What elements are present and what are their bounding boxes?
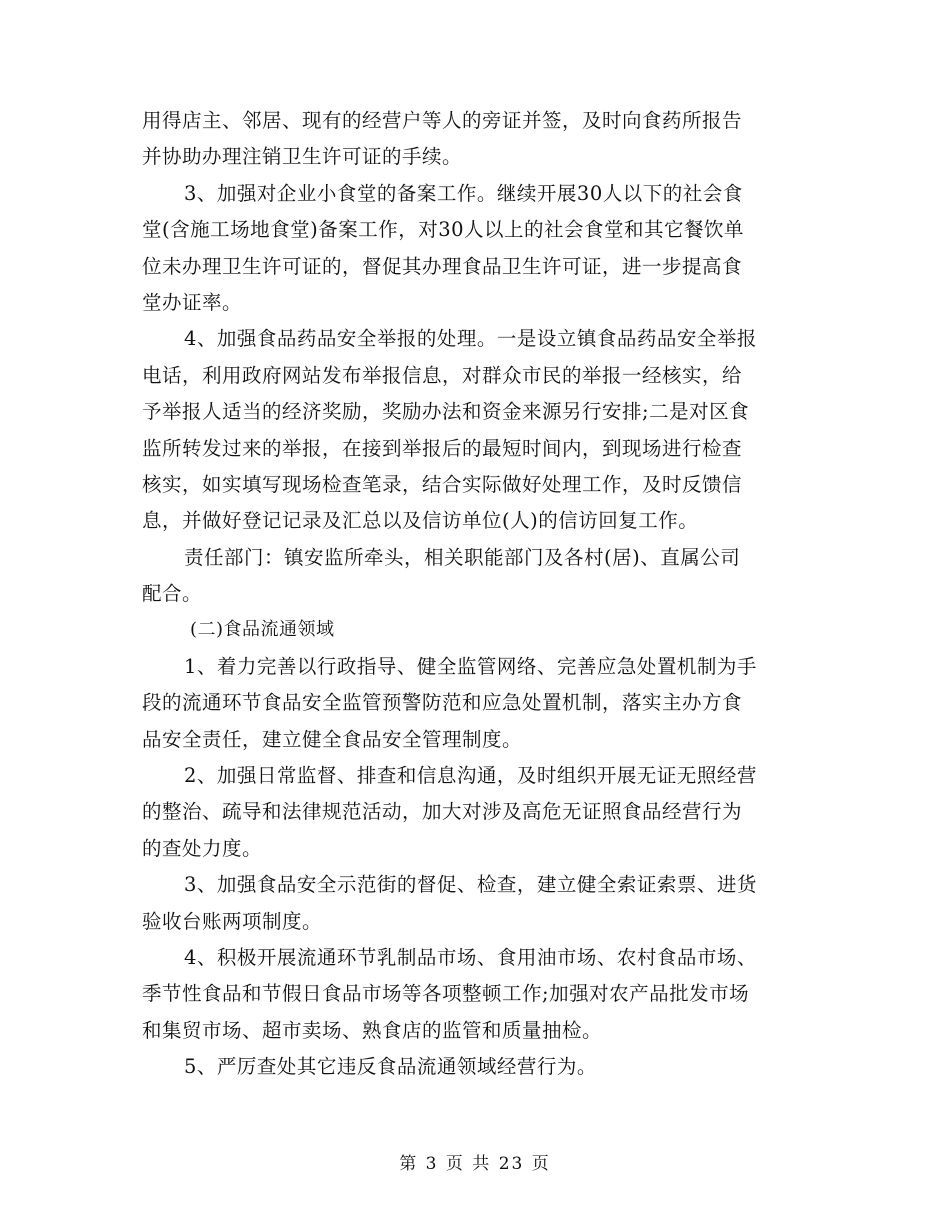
text-line: 3、加强对企业小食堂的备案工作。继续开展30人以下的社会食: [184, 181, 743, 205]
text-line: 3、加强食品安全示范街的督促、检查，建立健全索证索票、进货: [184, 873, 757, 897]
text-line: 1、着力完善以行政指导、健全监管网络、完善应急处置机制为手: [184, 654, 757, 678]
text-line: 4、加强食品药品安全举报的处理。一是设立镇食品药品安全举报: [184, 327, 757, 351]
text-line: 并协助办理注销卫生许可证的手续。: [142, 145, 463, 169]
text-line: 息，并做好登记记录及汇总以及信访单位(人)的信访回复工作。: [142, 509, 699, 533]
text-line: 2、加强日常监督、排查和信息沟通，及时组织开展无证无照经营: [184, 764, 757, 788]
text-line: 和集贸市场、超市卖场、熟食店的监管和质量抽检。: [142, 1018, 603, 1042]
text-line: 核实，如实填写现场检查笔录，结合实际做好处理工作，及时反馈信: [142, 472, 743, 496]
text-line: 配合。: [142, 582, 203, 606]
text-line: 电话，利用政府网站发布举报信息，对群众市民的举报一经核实，给: [142, 363, 743, 387]
text-line: 的整治、疏导和法律规范活动，加大对涉及高危无证照食品经营行为: [142, 800, 743, 824]
text-line: 予举报人适当的经济奖励，奖励办法和资金来源另行安排;二是对区食: [142, 400, 750, 424]
text-line: 的查处力度。: [142, 836, 263, 860]
document-body: [142, 103, 810, 1086]
text-line: 品安全责任，建立健全食品安全管理制度。: [142, 727, 523, 751]
text-line: 5、严厉查处其它违反食品流通领域经营行为。: [184, 1055, 597, 1079]
text-line: 季节性食品和节假日食品市场等各项整顿工作;加强对农产品批发市场: [142, 982, 750, 1006]
text-line: 验收台账两项制度。: [142, 909, 323, 933]
section-heading: (二)食品流通领域: [190, 619, 335, 641]
page-number: 第 3 页 共 23 页: [399, 1154, 551, 1174]
text-line: 位未办理卫生许可证的，督促其办理食品卫生许可证，进一步提高食: [142, 254, 743, 278]
text-line: 监所转发过来的举报，在接到举报后的最短时间内，到现场进行检查: [142, 436, 743, 460]
text-line: 段的流通环节食品安全监管预警防范和应急处置机制，落实主办方食: [142, 691, 743, 715]
text-line: 责任部门：镇安监所牵头，相关职能部门及各村(居)、直属公司: [184, 545, 741, 569]
text-line: 堂办证率。: [142, 290, 243, 314]
text-line: 用得店主、邻居、现有的经营户等人的旁证并签，及时向食药所报告: [142, 109, 743, 132]
text-line: 堂(含施工场地食堂)备案工作，对30人以上的社会食堂和其它餐饮单: [142, 218, 745, 242]
text-line: 4、积极开展流通环节乳制品市场、食用油市场、农村食品市场、: [184, 945, 757, 969]
